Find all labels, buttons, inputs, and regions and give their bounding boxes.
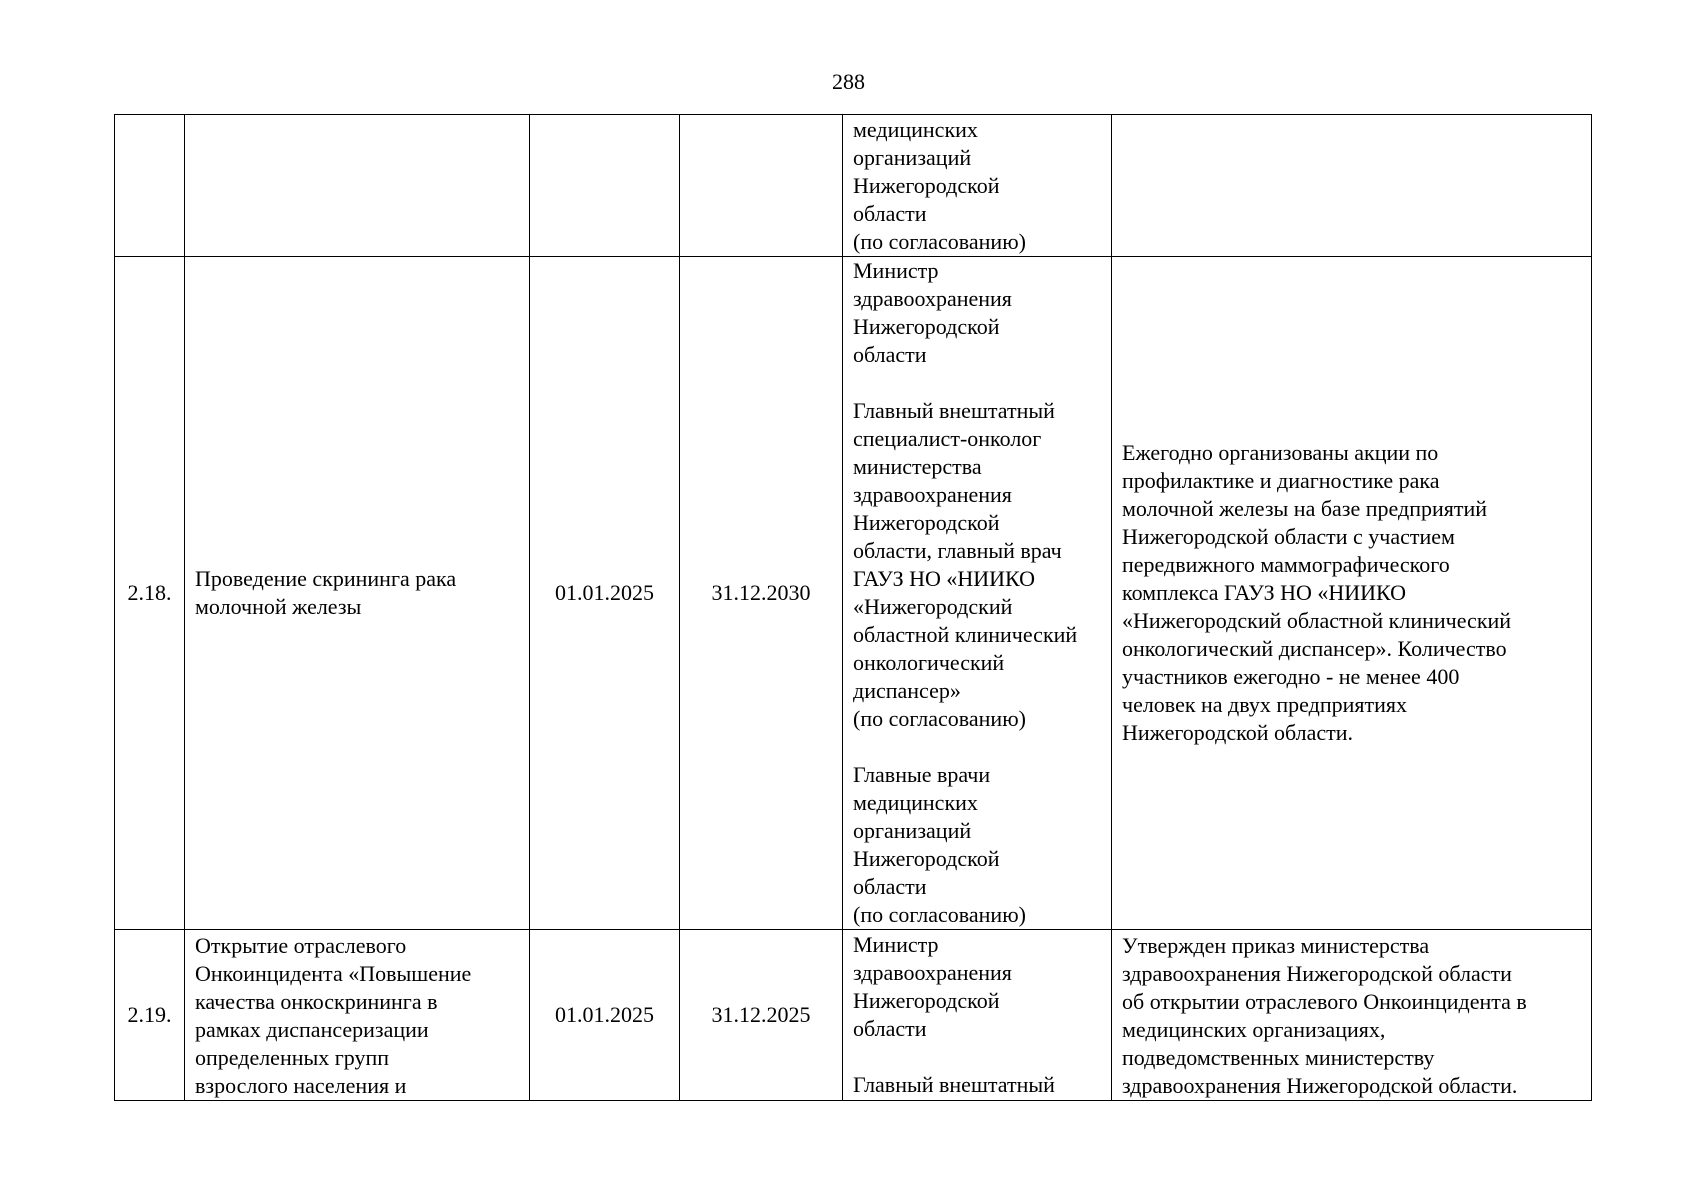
page-number: 288 [832,69,865,94]
event-text: Проведение скрининга рака молочной железы [195,566,457,619]
result-cell [1112,930,1592,1101]
result-text: Утвержден приказ министерства здравоохранения Нижегородской области об открытии отраслевого Онкоинцидента в медицинских организациях, подведомственных министерству здравоохранения Нижегородской области. [1122,933,1527,1098]
responsible-text: Министр здравоохранения Нижегородской области [853,258,1012,367]
responsible-text: Министр здравоохранения Нижегородской области [853,932,1012,1041]
start-date: 01.01.2025 [530,257,680,930]
result-text [1112,115,1592,257]
responsible-text: Главный внештатный специалист-онколог министерства здравоохранения Нижегородской области, главный врач ГАУЗ НО «НИИКО «Нижегородский областной клинический онкологический диспансер» (по согласованию) [853,398,1078,731]
responsible-cell [843,930,1112,1101]
table-row [115,115,1592,257]
row-number: 2.18. [115,257,185,930]
end-date [680,115,843,257]
responsible-cell [843,115,1112,257]
event-name [185,930,530,1101]
event-name [185,115,530,257]
start-date: 01.01.2025 [530,930,680,1101]
row-number [115,115,185,257]
table-row [115,930,1592,1101]
end-date: 31.12.2030 [680,257,843,930]
result-cell [1112,257,1592,930]
event-name [185,257,530,930]
end-date: 31.12.2025 [680,930,843,1101]
row-number: 2.19. [115,930,185,1101]
plan-table [114,114,1592,1101]
table-row [115,257,1592,930]
responsible-text: медицинских организаций Нижегородской области (по согласованию) [853,116,1026,254]
event-text: Открытие отраслевого Онкоинцидента «Повышение качества онкоскрининга в рамках диспансеризации определенных групп взрослого населения и [195,933,472,1098]
responsible-cell [843,257,1112,930]
responsible-text: Главные врачи медицинских организаций Нижегородской области (по согласованию) [853,762,1026,927]
start-date [530,115,680,257]
responsible-text: Главный внештатный [853,1072,1055,1097]
result-text: Ежегодно организованы акции по профилактике и диагностике рака молочной железы на базе предприятий Нижегородской области с участием передвижного маммографического комплекса ГАУЗ НО «НИИКО «Нижегородский областной клинический онкологический диспансер». Количество участников ежегодно - не менее 400 человек на двух предприятиях Нижегородской области. [1122,440,1512,745]
